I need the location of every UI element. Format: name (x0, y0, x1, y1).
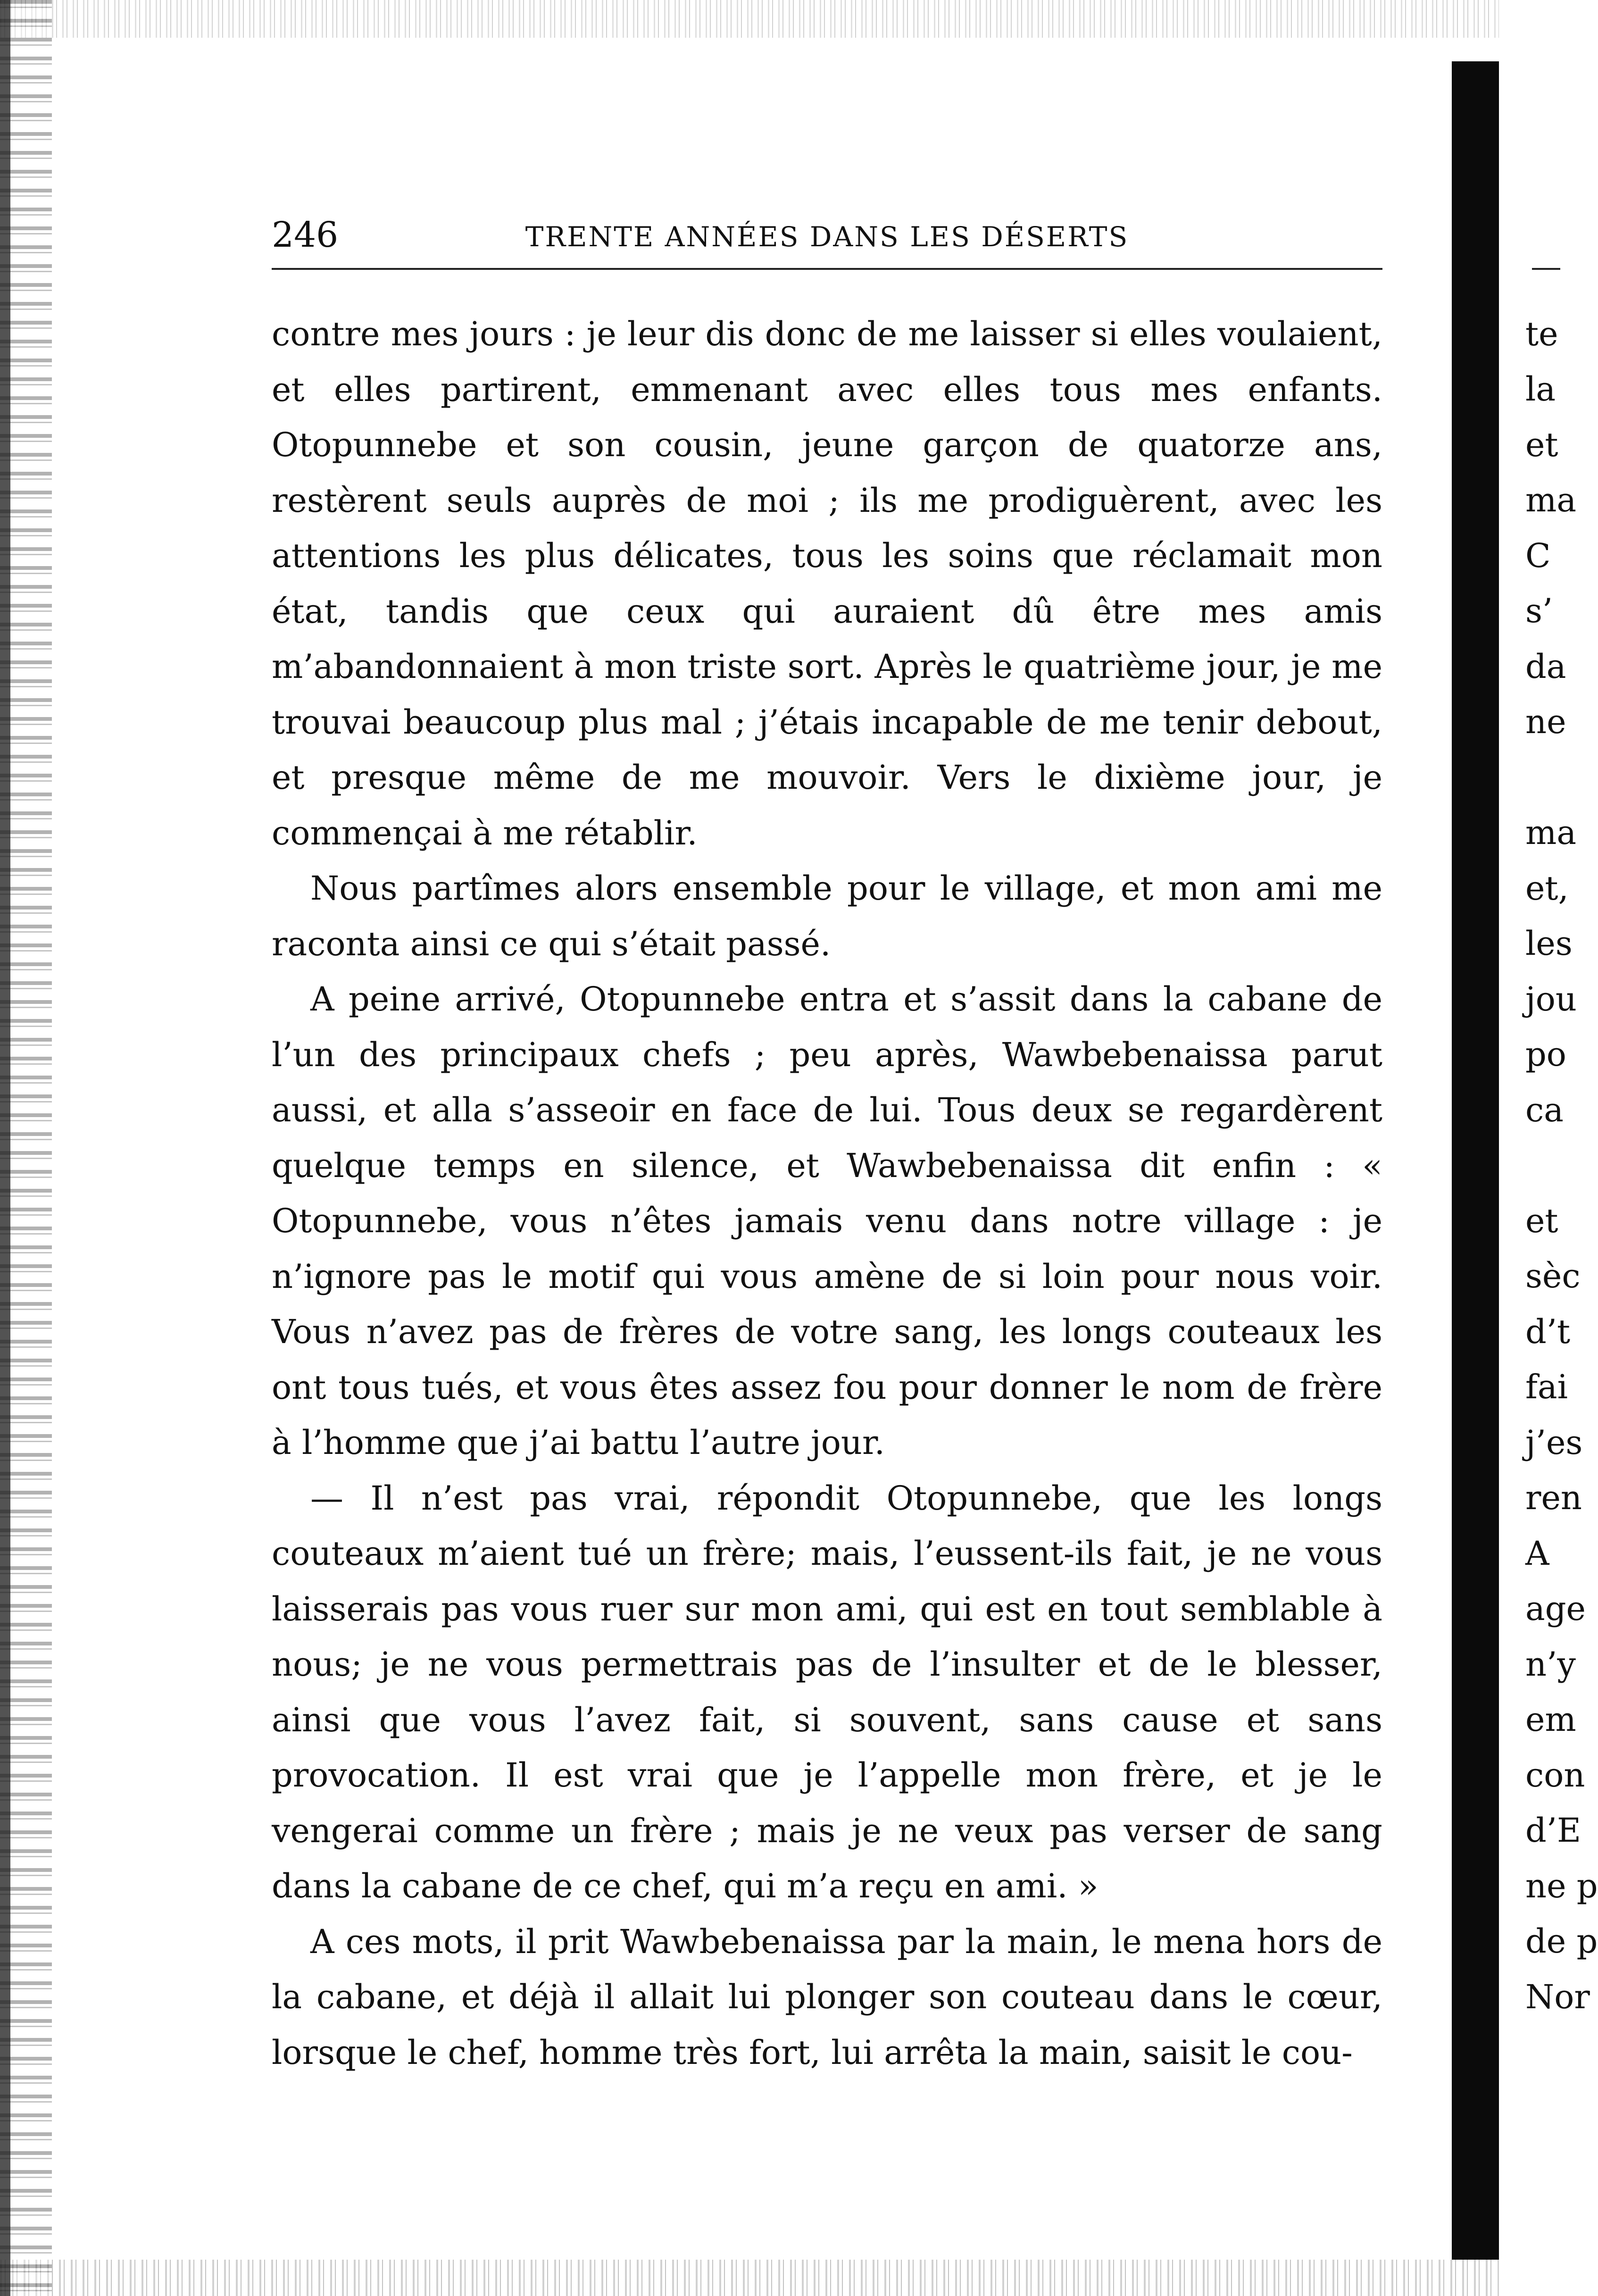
adjacent-fragment: fai (1525, 1368, 1568, 1406)
adjacent-fragment: les (1525, 924, 1573, 963)
adjacent-fragment: ne p (1525, 1867, 1598, 1905)
adjacent-fragment: Nor (1525, 1978, 1590, 2016)
adjacent-fragment: n’y (1525, 1645, 1576, 1684)
paragraph-1: contre mes jours : je leur dis donc de me laisser si elles voulaient, et elles partirent, emmenant avec elles tous mes enfants. Otopunnebe et son cousin, jeune garçon de quatorze ans, restèrent seuls auprès de moi ; ils me prodiguèrent, avec les attentions les plus délicates, tous les soins que réclamait mon état, tandis que ceux qui auraient dû être mes amis m’abandonnaient à mon triste sort. Après le quatrième jour, je me trouvai beaucoup plus mal ; j’étais incapable de me tenir debout, et presque même de me mouvoir. Vers le dixième jour, je commençai à me rétablir. (272, 315, 1382, 852)
adjacent-fragment: s’ (1525, 592, 1553, 630)
adjacent-fragment: ren (1525, 1478, 1582, 1517)
book-spine-edge (0, 0, 10, 2296)
adjacent-fragment: d’E (1525, 1811, 1581, 1850)
adjacent-fragment: da (1525, 647, 1566, 686)
adjacent-fragment: la (1525, 370, 1556, 409)
adjacent-fragment: d’t (1525, 1312, 1571, 1351)
paragraph-3: A peine arrivé, Otopunnebe entra et s’assit dans la cabane de l’un des principaux chefs ; peu après, Wawbebenaissa parut aussi, et alla s’asseoir en face de lui. Tous deux se regardèrent quelque temps en silence, et Wawbebenaissa dit enfin : « Otopunnebe, vous n’êtes jamais venu dans notre village : je n’ignore pas le motif qui vous amène de si loin pour nous voir. Vous n’avez pas de frères de votre sang, les longs couteaux les ont tous tués, et vous êtes assez fou pour donner le nom de frère à l’homme que j’ai battu l’autre jour. (272, 980, 1382, 1462)
page-gutter-shadow (1452, 61, 1499, 2260)
running-title: TRENTE ANNÉES DANS LES DÉSERTS (525, 221, 1129, 253)
header-rule (272, 268, 1382, 270)
paragraph-2: Nous partîmes alors ensemble pour le village, et mon ami me raconta ainsi ce qui s’était passé. (272, 869, 1382, 963)
adjacent-fragment: ma (1525, 813, 1577, 852)
adjacent-fragment: ma (1525, 481, 1577, 519)
adjacent-fragment: ca (1525, 1091, 1564, 1129)
adjacent-fragment: et (1525, 426, 1558, 464)
paragraph-4: — Il n’est pas vrai, répondit Otopunnebe, que les longs couteaux m’aient tué un frère; mais, l’eussent-ils fait, je ne vous laisserais pas vous ruer sur mon ami, qui est en tout semblable à nous; je ne vous permettrais pas de l’insulter et de le blesser, ainsi que vous l’avez fait, si souvent, sans cause et sans provocation. Il est vrai que je l’appelle mon frère, et je le vengerai comme un frère ; mais je ne veux pas verser de sang dans la cabane de ce chef, qui m’a reçu en ami. » (272, 1478, 1382, 1905)
body-text (272, 307, 1382, 2080)
adjacent-fragment: jou (1525, 980, 1577, 1019)
adjacent-fragment: A (1525, 1534, 1549, 1573)
scan-noise-top (0, 0, 1556, 38)
adjacent-fragment: te (1525, 315, 1558, 353)
paragraph-5: A ces mots, il prit Wawbebenaissa par la main, le mena hors de la cabane, et déjà il allait lui plonger son couteau dans le cœur, lorsque le chef, homme très fort, lui arrêta la main, saisit le cou- (272, 1922, 1382, 2072)
adjacent-fragment: de p (1525, 1922, 1598, 1961)
page-header (272, 211, 1382, 259)
adjacent-fragment: po (1525, 1035, 1566, 1074)
adjacent-page-rule (1532, 268, 1560, 270)
page-number: 246 (272, 215, 339, 255)
adjacent-fragment: em (1525, 1700, 1576, 1739)
adjacent-fragment: et, (1525, 869, 1569, 908)
adjacent-fragment: ne (1525, 702, 1566, 741)
adjacent-page-edge (1499, 0, 1598, 2296)
adjacent-fragment: C (1525, 536, 1551, 575)
adjacent-fragment: age (1525, 1589, 1586, 1628)
adjacent-fragment: et (1525, 1202, 1558, 1240)
adjacent-fragment: sèc (1525, 1257, 1581, 1295)
adjacent-fragment: j’es (1525, 1423, 1583, 1462)
adjacent-fragment: con (1525, 1756, 1585, 1795)
scan-noise-bottom (0, 2260, 1556, 2296)
